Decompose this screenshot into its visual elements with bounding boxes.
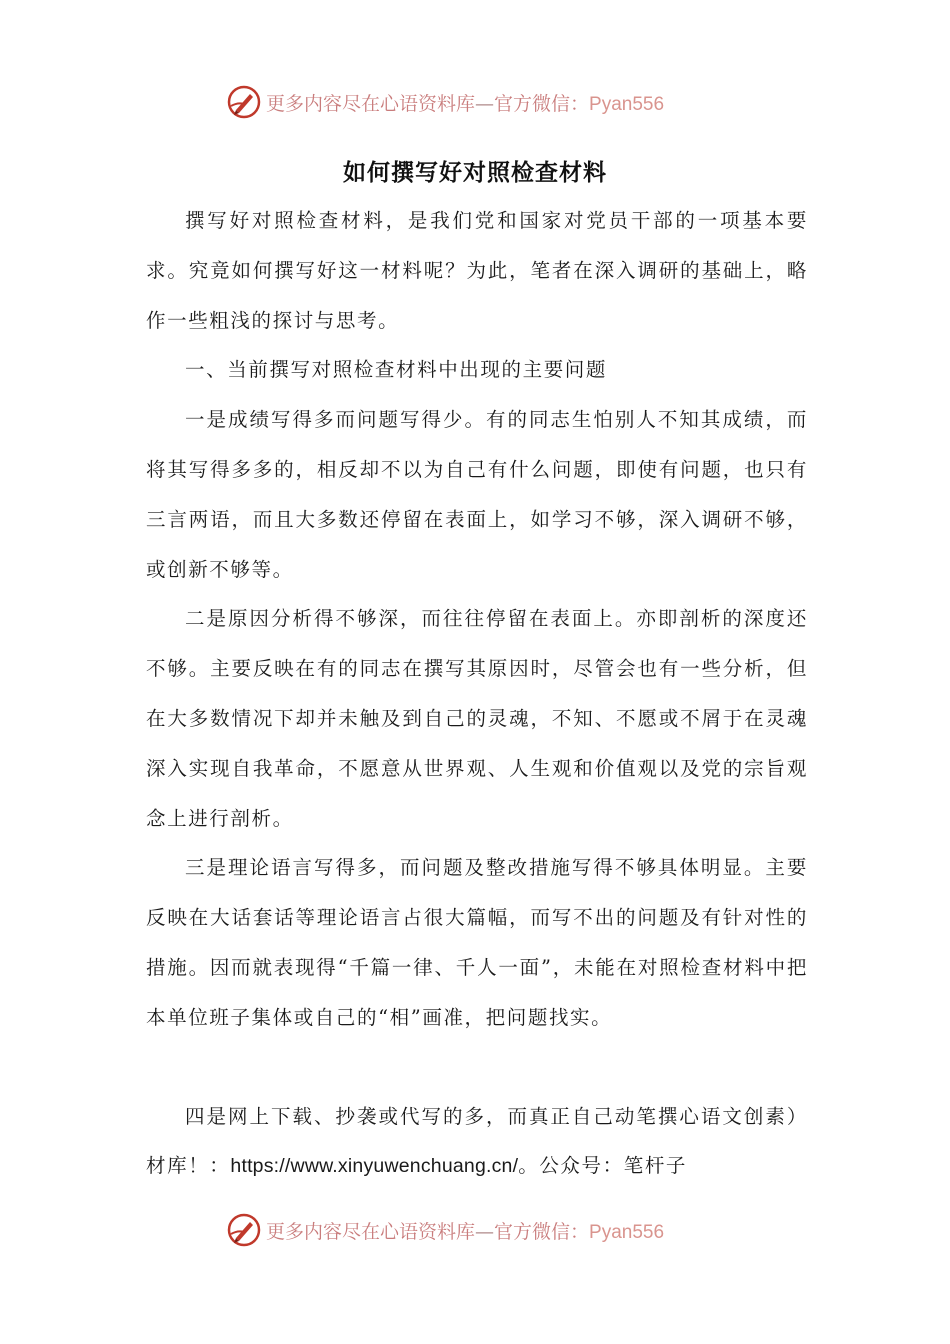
paragraph-point-3: 三是理论语言写得多，而问题及整改措施写得不够具体明显。主要反映在大话套话等理论语言占很大篇幅，而写不出的问题及有针对性的措施。因而就表现得“千篇一律、千人一面”，未能在对照检查材料中把本单位班子集体或自己的“相”画准，把问题找实。 [146, 856, 808, 1029]
point-4-tail: 。公众号：笔杆子 [518, 1154, 688, 1178]
pen-logo-icon [226, 84, 262, 120]
banner-main-text: 更多内容尽在心语资料库 [266, 1220, 476, 1243]
banner-separator: — [475, 1220, 495, 1243]
point-4-text: 四是网上下载、抄袭或代写的多，而真正自己动笔撰心语文创素）材库！： [146, 1104, 808, 1178]
section-heading: 一、当前撰写对照检查材料中出现的主要问题 [185, 358, 608, 382]
paragraph-point-2: 二是原因分析得不够深，而往往停留在表面上。亦即剖析的深度还不够。主要反映在有的同志在撰写其原因时，尽管会也有一些分析，但在大多数情况下却并未触及到自己的灵魂，不知、不愿或不屑于在灵魂深入实现自我革命，不愿意从世界观、人生观和价值观以及党的宗旨观念上进行剖析。 [146, 607, 808, 830]
footer-banner-text [266, 1217, 664, 1244]
blank-line [146, 1043, 808, 1092]
banner-wechat-label: 官方微信： [494, 92, 590, 115]
banner-wechat-id: Pyan556 [589, 1221, 665, 1243]
banner-separator: — [475, 92, 495, 115]
paragraph-intro: 撰写好对照检查材料，是我们党和国家对党员干部的一项基本要求。究竟如何撰写好这一材料呢？为此，笔者在深入调研的基础上，略作一些粗浅的探讨与思考。 [146, 209, 808, 332]
paragraph-point-1: 一是成绩写得多而问题写得少。有的同志生怕别人不知其成绩，而将其写得多多的，相反却不以为自己有什么问题，即使有问题，也只有三言两语，而且大多数还停留在表面上，如学习不够，深入调研不够，或创新不够等。 [146, 408, 808, 581]
pen-logo-icon [226, 1212, 262, 1248]
banner-main-text: 更多内容尽在心语资料库 [266, 92, 476, 115]
document-body [146, 196, 808, 1192]
header-banner-text [266, 89, 664, 116]
document-title: 如何撰写好对照检查材料 [343, 159, 607, 186]
footer-banner [226, 1210, 746, 1250]
banner-wechat-id: Pyan556 [589, 93, 665, 115]
banner-wechat-label: 官方微信： [494, 1220, 590, 1243]
header-banner [226, 82, 746, 122]
website-link[interactable]: https://www.xinyuwenchuang.cn/ [230, 1155, 519, 1178]
paragraph-point-4 [146, 1092, 808, 1193]
